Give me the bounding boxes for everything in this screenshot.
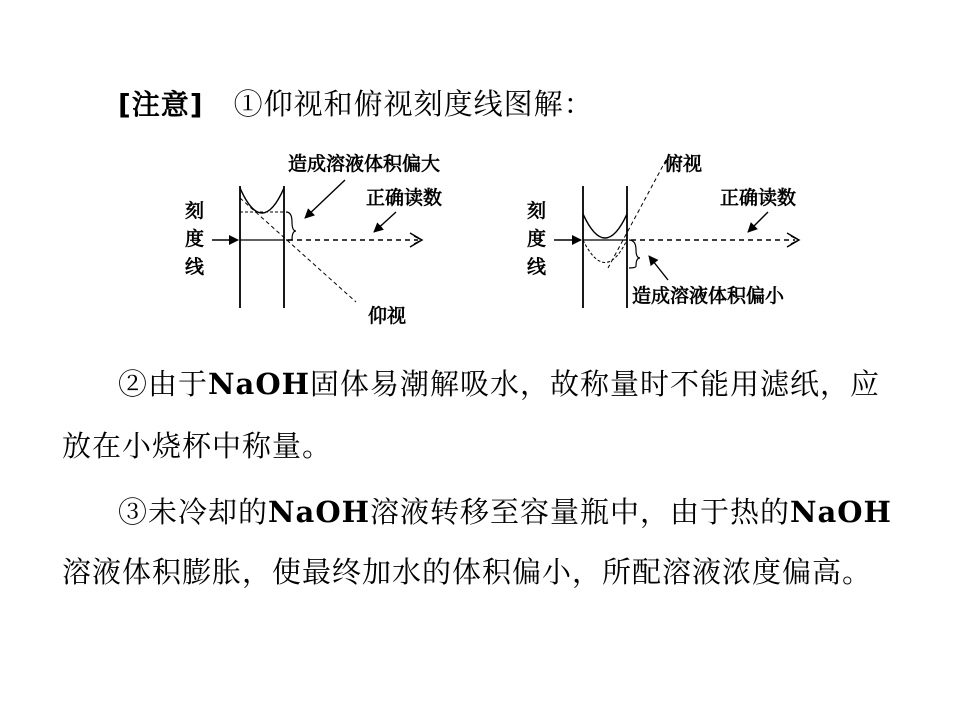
- right-lower-meniscus: [583, 240, 627, 263]
- para3-chem2: NaOH: [790, 495, 892, 529]
- para3-prefix: ③未冷却的: [118, 495, 269, 529]
- diagram-right: [527, 152, 799, 308]
- left-upward-sight-line: [240, 198, 356, 302]
- left-meniscus: [240, 188, 284, 213]
- diagram-left: [185, 152, 442, 327]
- right-underflow-arrow: [649, 256, 668, 280]
- right-view-label: 俯视: [664, 153, 703, 175]
- para3-line1: [118, 490, 892, 531]
- para3-middle: 溶液转移至容量瓶中，由于热的: [369, 495, 790, 529]
- right-scale-label-3: 线: [527, 256, 547, 278]
- right-scale-label-1: 刻: [527, 200, 547, 222]
- para3-chem1: NaOH: [268, 495, 370, 529]
- right-underflow-label: 造成溶液体积偏小: [632, 285, 785, 307]
- para2-suffix: 固体易潮解吸水，故称量时不能用滤纸，应: [309, 367, 880, 401]
- right-correct-arrow: [748, 212, 768, 232]
- left-scale-label-1: 刻: [185, 200, 205, 222]
- para3-line2: 溶液体积膨胀，使最终加水的体积偏小，所配溶液浓度偏高。: [62, 555, 873, 589]
- left-scale-label-3: 线: [185, 256, 205, 278]
- note-heading-text: ①仰视和俯视刻度线图解：: [233, 87, 594, 121]
- left-correct-label: 正确读数: [366, 187, 443, 209]
- left-correct-arrow: [374, 212, 396, 232]
- right-scale-label-2: 度: [527, 228, 547, 250]
- left-overflow-label: 造成溶液体积偏大: [288, 153, 441, 175]
- para2-line1: [118, 362, 880, 403]
- right-upper-meniscus: [583, 214, 627, 238]
- left-overflow-brace: [286, 212, 296, 240]
- right-downward-sight-line: [608, 160, 666, 268]
- para2-prefix: ②由于: [118, 367, 209, 401]
- left-overflow-arrow: [305, 180, 345, 218]
- para2-chem: NaOH: [208, 367, 310, 401]
- left-view-label: 仰视: [368, 305, 407, 327]
- note-tag: [注意]: [118, 88, 204, 121]
- right-underflow-brace: [629, 240, 640, 268]
- right-correct-label: 正确读数: [720, 187, 797, 209]
- left-scale-label-2: 度: [185, 228, 205, 250]
- para2-line2: 放在小烧杯中称量。: [62, 429, 333, 463]
